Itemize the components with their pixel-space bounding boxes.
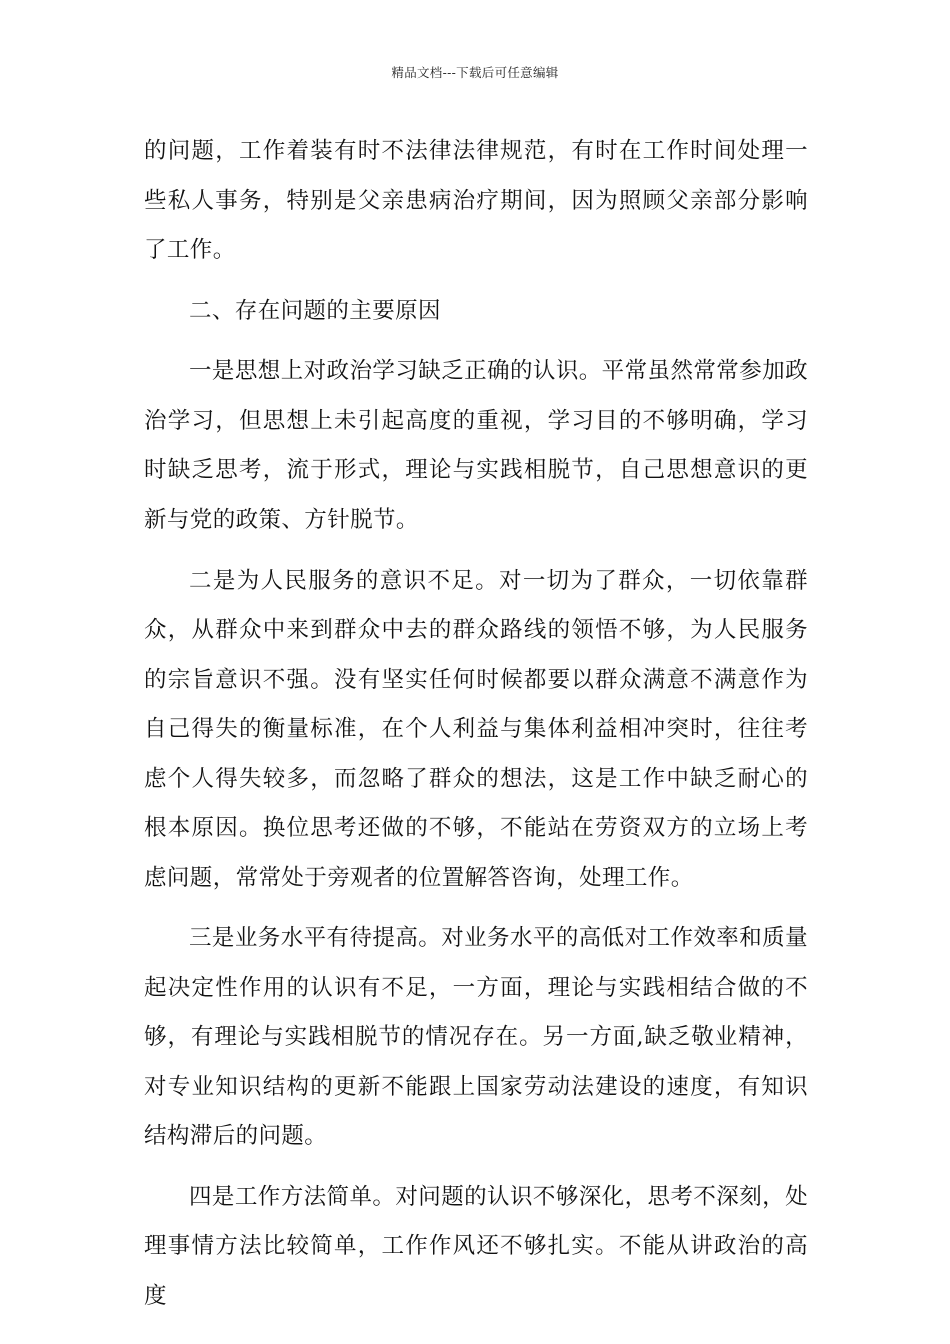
paragraph-cause-4: 四是工作方法简单。对问题的认识不够深化，思考不深刻，处理事情方法比较简单，工作作风还不够扎实。不能从讲政治的高度 [144,1183,808,1309]
section-heading: 二、存在问题的主要原因 [189,297,441,324]
paragraph-cause-3: 三是业务水平有待提高。对业务水平的高低对工作效率和质量起决定性作用的认识有不足，一方面，理论与实践相结合做的不够，有理论与实践相脱节的情况存在。另一方面,缺乏敬业精神，对专业知识结构的更新不能跟上国家劳动法建设的速度，有知识结构滞后的问题。 [144,925,808,1150]
paragraph-cause-1: 一是思想上对政治学习缺乏正确的认识。平常虽然常常参加政治学习，但思想上未引起高度的重视，学习目的不够明确，学习时缺乏思考，流于形式，理论与实践相脱节，自己思想意识的更新与党的政策、方针脱节。 [144,358,808,533]
page-header: 精品文档---下载后可任意编辑 [391,65,559,80]
document-body [144,127,808,1333]
paragraph-cause-2: 二是为人民服务的意识不足。对一切为了群众，一切依靠群众，从群众中来到群众中去的群众路线的领悟不够，为人民服务的宗旨意识不强。没有坚实任何时候都要以群众满意不满意作为自己得失的衡量标准，在个人利益与集体利益相冲突时，往往考虑个人得失较多，而忽略了群众的想法，这是工作中缺乏耐心的根本原因。换位思考还做的不够，不能站在劳资双方的立场上考虑问题，常常处于旁观者的位置解答咨询，处理工作。 [144,567,808,891]
paragraph-continuation: 的问题，工作着装有时不法律法律规范，有时在工作时间处理一些私人事务，特别是父亲患病治疗期间，因为照顾父亲部分影响了工作。 [144,138,808,263]
